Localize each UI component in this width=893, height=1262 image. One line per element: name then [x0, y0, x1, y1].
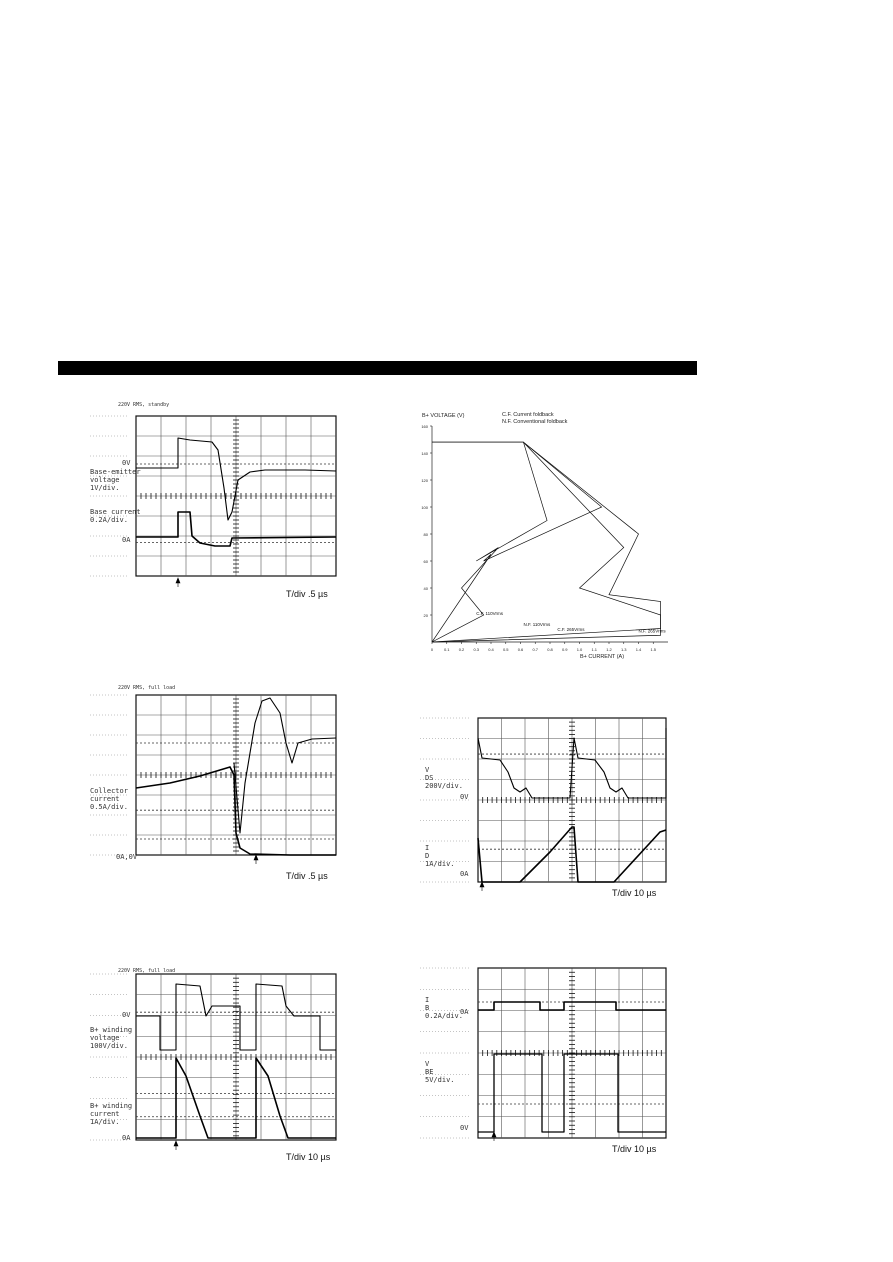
- label-collector-current: Collector current 0.5A/div.: [90, 787, 128, 811]
- label-vbe: V BE 5V/div.: [425, 1060, 455, 1084]
- timebase-label: T/div 10 µs: [286, 1152, 331, 1162]
- series-line: [432, 442, 661, 642]
- x-tick-label: 1.3: [620, 647, 627, 652]
- trace-collector-voltage: [234, 698, 336, 833]
- label-vds: V DS 200V/div.: [425, 766, 463, 790]
- x-tick-label: 0.1: [443, 647, 450, 652]
- series-annotation: N.F. 265Vrms: [638, 628, 666, 634]
- x-tick-label: 0.9: [561, 647, 568, 652]
- label-0a: 0A: [122, 1134, 131, 1142]
- timebase-label: T/div 10 µs: [612, 888, 657, 898]
- scope-grid: [90, 966, 360, 1166]
- label-0v: 0V: [460, 793, 469, 801]
- x-tick-label: 1.1: [591, 647, 598, 652]
- chart-legend-nf: N.F. Conventional foldback: [502, 419, 568, 425]
- y-tick-label: 140: [421, 451, 428, 456]
- y-tick-label: 100: [421, 505, 428, 510]
- y-tick-label: 160: [421, 424, 428, 429]
- scope-title: 220V RMS, full load: [118, 968, 176, 974]
- scope-grid: [90, 400, 360, 600]
- label-0v: 0V: [460, 1124, 469, 1132]
- x-tick-label: 0.2: [458, 647, 465, 652]
- scope-figure-b-plus-winding: [90, 966, 360, 1166]
- foldback-chart: [418, 400, 678, 660]
- y-tick-label: 40: [423, 586, 428, 591]
- scope-figure-collector-current: [90, 683, 360, 883]
- label-ib: I B 0.2A/div.: [425, 996, 463, 1020]
- series-annotation: C.F. 265Vrms: [557, 627, 585, 633]
- scope-title: 220V RMS, standby: [118, 402, 170, 408]
- x-tick-label: 1.5: [650, 647, 657, 652]
- x-tick-label: 1.2: [606, 647, 612, 652]
- x-tick-label: 0.5: [502, 647, 509, 652]
- series-annotation: N.F. 110Vrms: [523, 621, 551, 627]
- chart-ylabel: B+ VOLTAGE (V): [422, 413, 465, 419]
- section-header-bar: [58, 361, 697, 375]
- x-tick-label: 0.3: [473, 647, 480, 652]
- timebase-label: T/div .5 µs: [286, 871, 328, 881]
- label-b-plus-voltage: B+ winding voltage 100V/div.: [90, 1026, 133, 1050]
- scope-figure-vds-id: [420, 712, 670, 902]
- timebase-label: T/div 10 µs: [612, 1144, 657, 1154]
- chart-plot: [418, 400, 678, 660]
- y-tick-label: 60: [423, 559, 428, 564]
- label-base-current: Base current 0.2A/div.: [90, 508, 141, 524]
- chart-xlabel: B+ CURRENT (A): [580, 654, 625, 660]
- label-0a: 0A: [122, 536, 131, 544]
- trigger-arrow: [492, 1132, 496, 1141]
- series-line: [432, 442, 661, 642]
- timebase-label: T/div .5 µs: [286, 589, 328, 599]
- label-0v: 0V: [122, 459, 131, 467]
- x-tick-label: 0: [430, 647, 434, 652]
- y-tick-label: 20: [423, 613, 428, 618]
- x-tick-label: 1.0: [576, 647, 583, 652]
- y-tick-label: 120: [421, 478, 428, 483]
- label-0v: 0V: [122, 1011, 131, 1019]
- x-tick-label: 0.4: [488, 647, 494, 652]
- label-0a: 0A: [460, 1008, 469, 1016]
- chart-legend-cf: C.F. Current foldback: [502, 412, 554, 418]
- trigger-arrow: [480, 882, 484, 891]
- label-id: I D 1A/div.: [425, 844, 455, 868]
- label-base-emitter-voltage: Base-emitter voltage 1V/div.: [90, 468, 141, 492]
- y-tick-label: 80: [423, 532, 428, 537]
- trigger-arrow: [174, 1141, 178, 1150]
- x-tick-label: 1.4: [635, 647, 642, 652]
- scope-figure-base-emitter: [90, 400, 360, 600]
- label-0a: 0A: [460, 870, 469, 878]
- label-0a-0v: 0A,0V: [116, 853, 138, 861]
- scope-figure-ib-vbe: [420, 962, 670, 1162]
- scope-grid: [420, 962, 670, 1162]
- trigger-arrow: [254, 855, 258, 864]
- scope-title: 220V RMS, full load: [118, 685, 176, 691]
- scope-grid: [420, 712, 670, 902]
- x-tick-label: 0.6: [517, 647, 524, 652]
- series-annotation: C.F. 110Vrms: [476, 611, 504, 616]
- trigger-arrow: [176, 578, 180, 587]
- series-line: [432, 442, 602, 642]
- label-b-plus-current: B+ winding current 1A/div.: [90, 1102, 133, 1126]
- x-tick-label: 0.7: [532, 647, 539, 652]
- x-tick-label: 0.8: [547, 647, 553, 652]
